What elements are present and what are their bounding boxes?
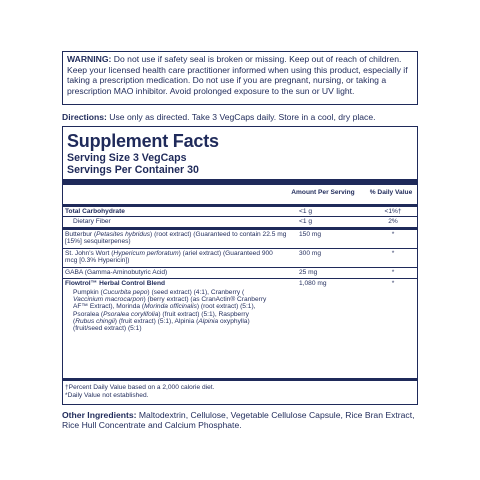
facts-title: Supplement Facts (67, 131, 219, 151)
blend-line: AF™ Extract), Morinda (Morinda officinalis) (root extract) (5:1), (73, 303, 256, 311)
directions-label: Directions: (62, 112, 107, 122)
row-divider (63, 216, 417, 217)
header-rule (63, 204, 417, 207)
row-gaba-dv: * (391, 269, 395, 276)
row-gaba-amount: 25 mg (299, 269, 318, 276)
row-divider (63, 248, 417, 249)
row-total-carbohydrate-dv: <1%† (384, 208, 402, 215)
bottom-rule (63, 378, 417, 381)
row-flowtrol-name: Flowtrol™ Herbal Control Blend (65, 280, 166, 287)
row-dietary-fiber-dv: 2% (388, 218, 398, 225)
blend-line: (fruit/seed extract) (5:1) (73, 325, 142, 333)
column-header-amount: Amount Per Serving (291, 189, 355, 196)
row-butterbur-amount: 150 mg (299, 231, 321, 238)
blend-line: (Rubus chingii) (fruit extract) (5:1), Alpinia (Alpinia oxyphylla) (73, 317, 250, 325)
row-st-johns-wort-name: St. John's Wort (Hypericum perforatum) (ariel extract) (Guaranteed 900 mcg [0.3% Hypericin]) (65, 250, 273, 265)
blend-line: Vaccinium macrocarpon) (berry extract) (as CranActin® Cranberry (73, 296, 267, 304)
other-ingredients (62, 410, 422, 430)
row-st-johns-wort-amount: 300 mg (299, 250, 321, 257)
row-total-carbohydrate-amount: <1 g (299, 208, 313, 215)
footnote-percent-dv: †Percent Daily Value based on a 2,000 calorie diet. (65, 384, 215, 391)
serving-size: Serving Size 3 VegCaps (67, 152, 187, 164)
row-st-johns-wort-dv: * (391, 250, 395, 257)
blend-line: Pumpkin (Cucurbita pepo) (seed extract) (4:1), Cranberry ( (73, 289, 245, 296)
other-ingredients-text: Maltodextrin, Cellulose, Vegetable Cellulose Capsule, Rice Bran Extract, Rice Hull Concentrate and Calcium Phosphate. (62, 410, 415, 431)
row-butterbur-name: Butterbur (Petasites hybridus) (root extract) (Guaranteed to contain 22.5 mg [15%] sesquiterpenes) (65, 231, 287, 246)
row-butterbur-dv: * (391, 231, 395, 238)
directions (62, 112, 422, 122)
warning-label: WARNING: (67, 54, 112, 64)
other-ingredients-label: Other Ingredients: (62, 410, 137, 420)
warning-text: Do not use if safety seal is broken or missing. Keep out of reach of children. Keep your licensed health care practitioner informed when using this product, especially if taking a prescription medication. Do not use if you are pregnant, nursing, or taking a prescription MAO inhibitor. Avoid prolonged exposure to the sun or UV light. (67, 54, 408, 96)
blend-line: Psoralea (Psoralea corylifolia) (fruit extract) (5:1), Raspberry (73, 310, 249, 318)
warning-box (62, 51, 418, 105)
row-flowtrol-dv: * (391, 280, 395, 287)
supplement-facts-panel (62, 126, 418, 405)
row-gaba-name: GABA (Gamma-Aminobutyric Acid) (65, 269, 168, 276)
thick-divider (63, 179, 417, 185)
footnote-dv-not-established: *Daily Value not established. (65, 392, 149, 399)
directions-text: Use only as directed. Take 3 VegCaps daily. Store in a cool, dry place. (109, 112, 376, 122)
blend-ingredients (73, 289, 313, 332)
column-header-daily-value: % Daily Value (369, 189, 413, 196)
servings-per-container: Servings Per Container 30 (67, 164, 199, 176)
row-flowtrol-amount: 1,080 mg (299, 280, 327, 287)
row-divider (63, 267, 417, 268)
row-total-carbohydrate-name: Total Carbohydrate (65, 208, 125, 215)
row-divider (63, 278, 417, 279)
section-divider (63, 227, 417, 230)
row-dietary-fiber-amount: <1 g (299, 218, 313, 225)
row-dietary-fiber-name: Dietary Fiber (73, 218, 111, 225)
